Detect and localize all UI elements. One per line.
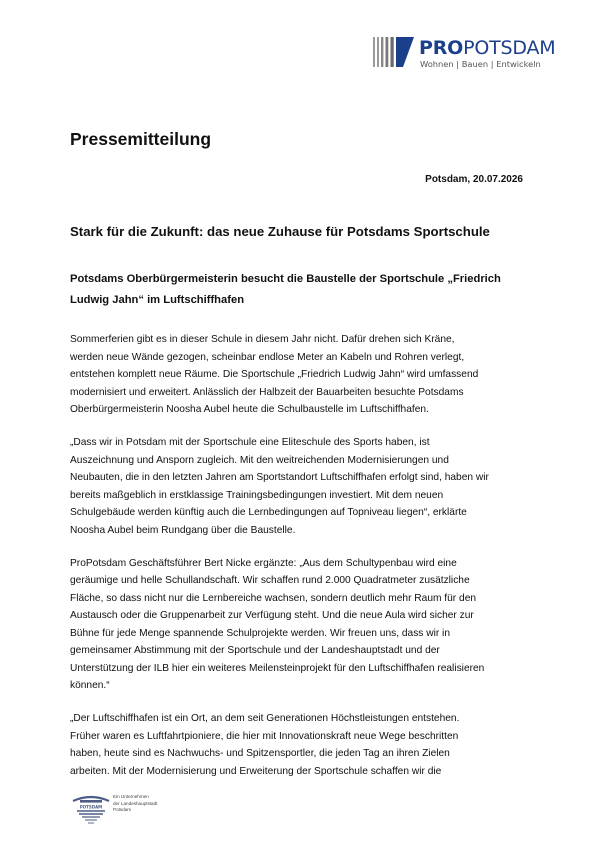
paragraph-line: Noosha Aubel beim Rundgang über die Baustelle. bbox=[70, 524, 296, 536]
paragraph-line: Fläche, so dass nicht nur die Lernbereiche wachsen, sondern deutlich mehr Raum für den bbox=[70, 592, 477, 604]
body-paragraph bbox=[70, 434, 530, 539]
paragraph-line: modernisiert und erweitert. Anlässlich der Halbzeit der Bauarbeiten besuchte Potsdams bbox=[70, 386, 464, 398]
paragraph-line: Unterstützung der ILB hier ein weiteres Meilensteinprojekt für den Luftschiffhafen realisieren bbox=[70, 662, 485, 674]
body-paragraph bbox=[70, 555, 530, 695]
paragraph-line: können.“ bbox=[70, 680, 110, 691]
paragraph-line: bereits maßgeblich in erstklassige Trainingsbedingungen investiert. Mit dem neuen bbox=[70, 489, 444, 501]
svg-text:POTSDAM: POTSDAM bbox=[79, 804, 103, 810]
propotsdam-logo-mark-icon bbox=[373, 35, 415, 69]
footer-line: Ein Unternehmen bbox=[113, 794, 149, 799]
paragraph-line: Auszeichnung und Ansporn zugleich. Mit den weitreichenden Modernisierungen und bbox=[70, 454, 449, 466]
footer-city-text bbox=[113, 794, 157, 814]
paragraph-line: haben, heute sind es Nachwuchs- und Spitzensportler, die jeden Tag an ihren Zielen bbox=[70, 748, 450, 759]
footer-line: Potsdam bbox=[113, 807, 132, 813]
press-release-subtitle: Potsdams Oberbürgermeisterin besucht die Baustelle der Sportschule „Friedrich Ludwig Jahn“ im Luftschiffhafen bbox=[70, 273, 501, 306]
logo-tagline: Wohnen | Bauen | Entwickeln bbox=[420, 59, 541, 69]
paragraph-line: Austausch oder die Gruppenarbeit zur Verfügung steht. Und die neue Aula wird sicher zur bbox=[70, 610, 474, 621]
paragraph-line: gemeinsamer Abstimmung mit der Sportschule und der Landeshauptstadt und der bbox=[70, 645, 440, 656]
body-paragraph bbox=[70, 331, 530, 419]
paragraph-line: geräumige und helle Schullandschaft. Wir schaffen rund 2.000 Quadratmeter zusätzliche bbox=[70, 575, 470, 586]
paragraph-line: Neubauten, die in den letzten Jahren am Sportstandort Luftschiffhafen erfolgt sind, haben wir bbox=[70, 472, 489, 483]
paragraph-line: werden neue Wände gezogen, scheinbar endlose Meter an Kabeln und Rohren verlegt, bbox=[70, 351, 465, 363]
paragraph-line: „Der Luftschiffhafen ist ein Ort, an dem seit Generationen Höchstleistungen entstehen. bbox=[70, 713, 460, 724]
paragraph-line: entstehen komplett neue Räume. Die Sportschule „Friedrich Ludwig Jahn“ wird umfassend bbox=[70, 369, 479, 380]
press-release-date: Potsdam, 20.07.2026 bbox=[425, 174, 523, 185]
paragraph-line: Oberbürgermeisterin Noosha Aubel heute die Schulbaustelle im Luftschiffhafen. bbox=[70, 404, 429, 415]
press-release-body bbox=[70, 331, 530, 796]
footer-line: der Landeshauptstadt bbox=[113, 800, 158, 806]
logo-wordmark: PROPOTSDAM bbox=[419, 37, 556, 59]
paragraph-line: „Dass wir in Potsdam mit der Sportschule eine Eliteschule des Sports haben, ist bbox=[70, 437, 430, 448]
paragraph-line: Bühne für jede Menge spannende Schulprojekte werden. Wir freuen uns, dass wir in bbox=[70, 627, 450, 639]
press-release-title: Stark für die Zukunft: das neue Zuhause für Potsdams Sportschule bbox=[70, 224, 490, 239]
paragraph-line: arbeiten. Mit der Modernisierung und Erweiterung der Sportschule schaffen wir die bbox=[70, 765, 442, 777]
potsdam-city-emblem-icon bbox=[71, 793, 111, 825]
paragraph-line: Schulgebäude werden künftig auch die Lernbedingungen auf Topniveau liegen“, erklärte bbox=[70, 507, 467, 518]
paragraph-line: Sommerferien gibt es in dieser Schule in diesem Jahr nicht. Dafür drehen sich Kräne, bbox=[70, 334, 455, 345]
body-paragraph bbox=[70, 710, 530, 780]
document-heading: Pressemitteilung bbox=[70, 129, 212, 149]
paragraph-line: ProPotsdam Geschäftsführer Bert Nicke ergänzte: „Aus dem Schultypenbau wird eine bbox=[70, 557, 457, 569]
footer-city-logo bbox=[71, 793, 191, 825]
propotsdam-logo bbox=[373, 35, 556, 71]
paragraph-line: Früher waren es Luftfahrtpioniere, die hier mit Innovationskraft neue Wege beschritten bbox=[70, 730, 459, 742]
